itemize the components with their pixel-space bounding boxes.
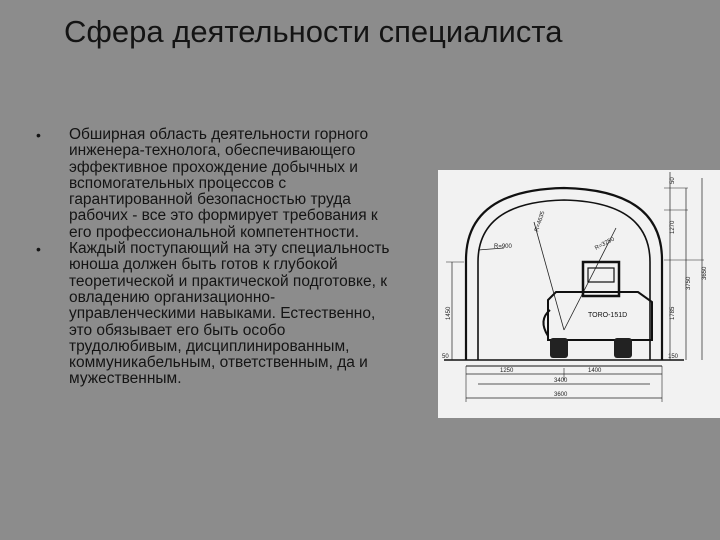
dim-label: 1400 (588, 368, 602, 374)
bullet-text: Обширная область деятельности горного инженера-технолога, обеспечивающего эффективное прохождение добычных и вспомогательных процессов с гарантированной безопасностью труда рабочих - все это формирует требования к его профессиональной компетентности. (69, 126, 378, 241)
bullet-item (36, 241, 446, 388)
dim-label: R=4635 (534, 210, 547, 233)
vehicle-front (543, 310, 550, 336)
dim-label: 1450 (446, 306, 452, 320)
page-title: Сфера деятельности специалиста (64, 14, 563, 49)
dim-label: 3650 (702, 266, 708, 280)
bullet-marker: • (36, 127, 41, 143)
vehicle-wheel (550, 338, 568, 358)
dim-label: R=900 (494, 244, 512, 250)
dim-label: 150 (668, 354, 679, 360)
tunnel-cross-section-figure (438, 170, 720, 418)
arch-outer (466, 188, 662, 360)
dim-label: 3400 (554, 378, 568, 384)
dim-label: 50 (442, 354, 449, 360)
vehicle-wheel (614, 338, 632, 358)
dim-label: 3750 (686, 276, 692, 290)
dim-label: 50 (670, 177, 676, 184)
dim-label: 1250 (500, 368, 514, 374)
bullet-list (36, 127, 446, 388)
vehicle-label: TORO-151D (588, 312, 628, 319)
dim-label: 1785 (670, 306, 676, 320)
bullet-item (36, 127, 446, 241)
bullet-text: Каждый поступающий на эту специальность юноша должен быть готов к глубокой теоретической и практической подготовке, к овладению организационно- управленческими навыками. Естественно, это обязывает его быть особо трудолюбивым, дисциплинированным, коммуникабельным, ответственным, да и мужественным. (69, 240, 390, 388)
tunnel-drawing (438, 170, 720, 418)
arch-inner (478, 200, 650, 360)
dim-label: R=3250 (594, 236, 616, 252)
dim-label: 1270 (670, 220, 676, 234)
dim-label: 3600 (554, 392, 568, 398)
bullet-marker: • (36, 241, 41, 258)
